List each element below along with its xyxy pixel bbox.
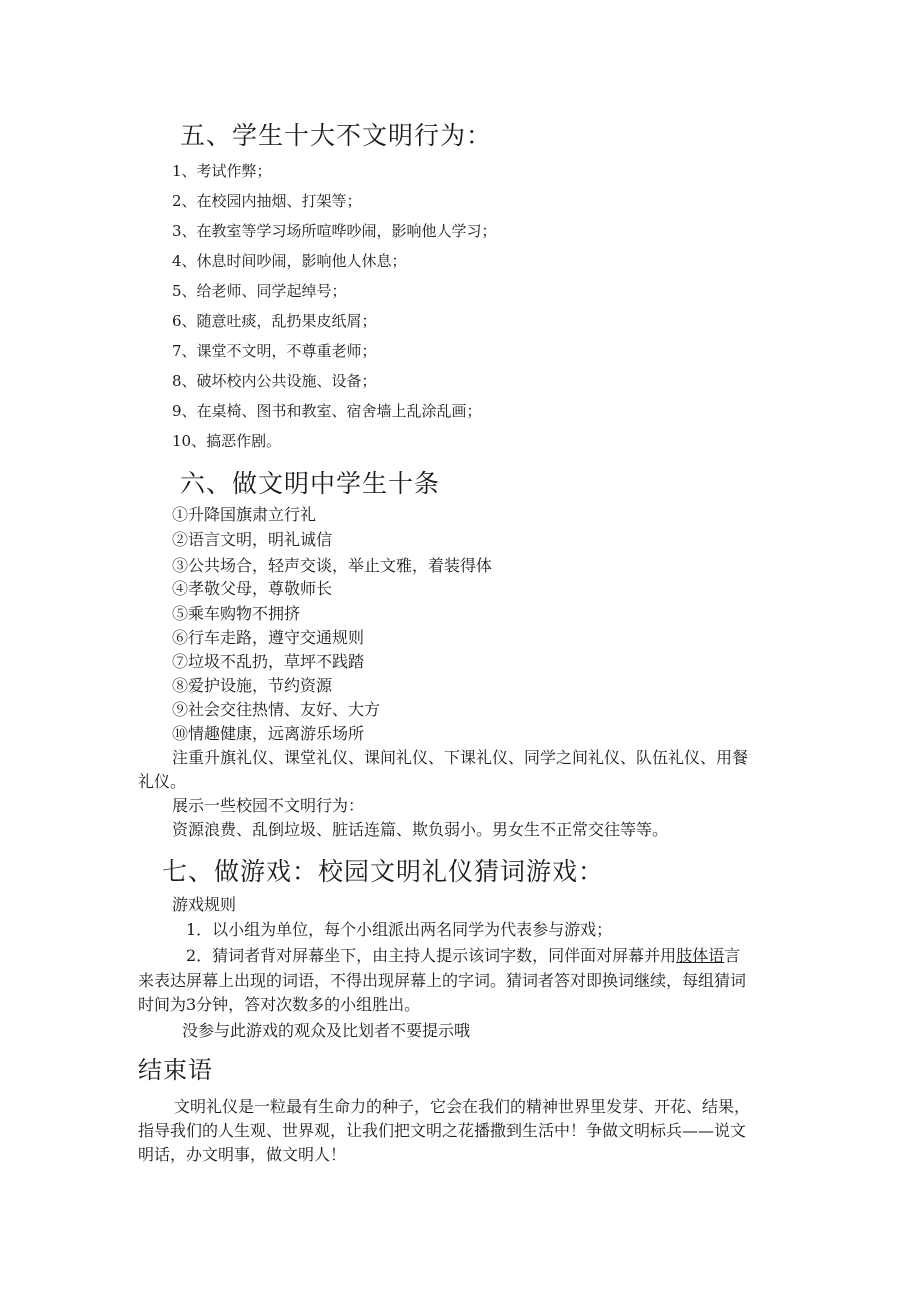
list-item: ⑤乘车购物不拥挤 (172, 604, 301, 623)
show-list: 资源浪费、乱倒垃圾、脏话连篇、欺负弱小。男女生不正常交往等等。 (172, 820, 669, 839)
list-item: 1、考试作弊； (172, 162, 272, 180)
section5-title: 五、学生十大不文明行为： (180, 121, 493, 150)
list-item: ⑩情趣健康，远离游乐场所 (172, 724, 365, 743)
rule-2-text-end: 言 (724, 946, 741, 965)
conclusion-line1: 文明礼仪是一粒最有生命力的种子，它会在我们的精神世界里发芽、开花、结果， (174, 1097, 751, 1116)
conclusion-line2: 指导我们的人生观、世界观，让我们把文明之花播撒到生活中！争做文明标兵——说文 (138, 1121, 747, 1140)
rule-2-underlined-term: 肢体语 (676, 946, 725, 965)
list-item: 7、课堂不文明，不尊重老师； (172, 342, 377, 360)
rule-2-line3: 时间为3分钟，答对次数多的小组胜出。 (138, 995, 421, 1014)
section7-title: 七、做游戏：校园文明礼仪猜词游戏： (162, 857, 605, 886)
list-item: ③公共场合，轻声交谈，举止文雅，着装得体 (172, 556, 493, 575)
list-item: 4、休息时间吵闹，影响他人休息； (172, 252, 407, 270)
list-item: ⑧爱护设施，节约资源 (172, 676, 333, 695)
list-item: 2、在校园内抽烟、打架等； (172, 192, 362, 210)
list-item: ④孝敬父母，尊敬师长 (172, 579, 333, 598)
etiquette-paragraph-line1: 注重升旗礼仪、课堂礼仪、课间礼仪、下课礼仪、同学之间礼仪、队伍礼仪、用餐 (172, 748, 749, 767)
list-item: 6、随意吐痰，乱扔果皮纸屑； (172, 312, 377, 330)
show-intro: 展示一些校园不文明行为： (172, 796, 365, 815)
etiquette-paragraph-line2: 礼仪。 (138, 772, 187, 791)
list-item: ⑨社会交往热情、友好、大方 (172, 700, 381, 719)
conclusion-title: 结束语 (138, 1056, 213, 1084)
rule-2-line2: 来表达屏幕上出现的词语，不得出现屏幕上的字词。猜词者答对即换词继续，每组猜词 (138, 971, 747, 990)
list-item: 9、在桌椅、图书和教室、宿舍墙上乱涂乱画； (172, 402, 482, 420)
list-item: 3、在教室等学习场所喧哗吵闹，影响他人学习； (172, 222, 497, 240)
list-item: 5、给老师、同学起绰号； (172, 282, 347, 300)
list-item: ⑦垃圾不乱扔，草坪不践踏 (172, 652, 365, 671)
rules-title: 游戏规则 (172, 895, 237, 914)
list-item: 10、搞恶作剧。 (172, 432, 282, 450)
section6-title: 六、做文明中学生十条 (180, 469, 441, 498)
game-note: 没参与此游戏的观众及比划者不要提示哦 (182, 1021, 471, 1040)
list-item: ⑥行车走路，遵守交通规则 (172, 628, 365, 647)
list-item: ②语言文明，明礼诚信 (172, 530, 333, 549)
rule-2-line1 (186, 943, 740, 966)
list-item: ①升降国旗肃立行礼 (172, 505, 317, 524)
rule-2-text: 2．猜词者背对屏幕坐下，由主持人提示该词字数，同伴面对屏幕并用 (186, 946, 677, 965)
list-item: 8、破坏校内公共设施、设备； (172, 372, 377, 390)
rule-1: 1．以小组为单位，每个小组派出两名同学为代表参与游戏； (186, 920, 613, 939)
conclusion-line3: 明话，办文明事，做文明人！ (138, 1145, 347, 1164)
